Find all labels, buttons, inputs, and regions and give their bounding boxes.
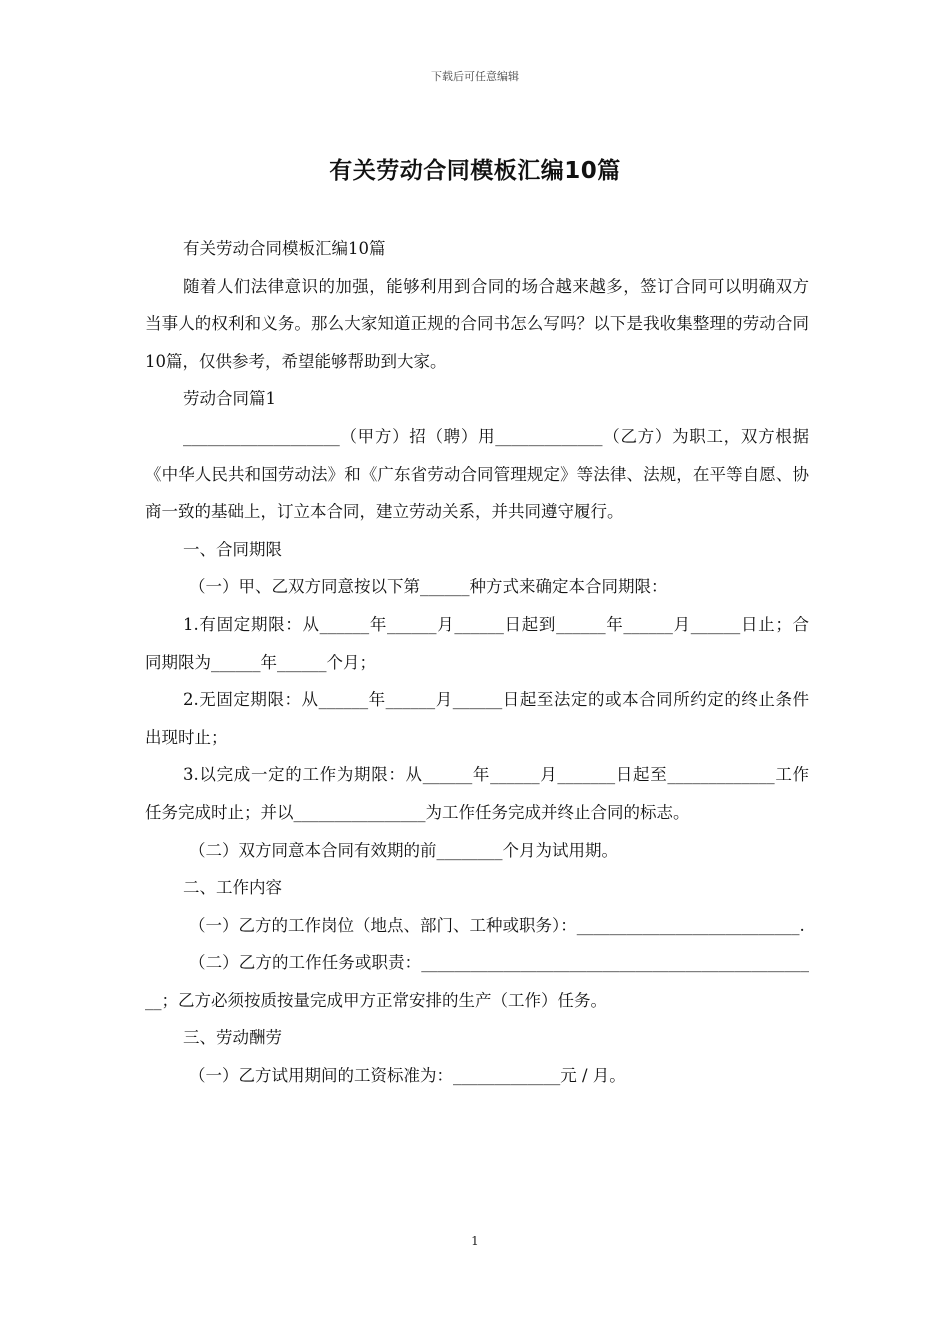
page-header: 下载后可任意编辑	[431, 70, 519, 83]
section-heading: 三、劳动酬劳	[183, 1028, 282, 1048]
page-number: 1	[471, 1234, 479, 1248]
paragraph: （一）乙方试用期间的工资标准为：_____________元 / 月。	[189, 1066, 626, 1086]
paragraph: （二）双方同意本合同有效期的前________个月为试用期。	[189, 840, 618, 860]
paragraph: 1.有固定期限：从______年______月______日起到______年______月______日止；合同期限为______年______个月；	[145, 614, 809, 672]
paragraph: （二）乙方的工作任务或职责：_________________________________________________；乙方必须按质按量完成甲方正常安排的生产（工作）任务。	[145, 953, 809, 1010]
paragraph: （一）乙方的工作岗位（地点、部门、工种或职务）：___________________________.	[189, 915, 805, 935]
document-title: 有关劳动合同模板汇编10篇	[329, 158, 621, 184]
paragraph: 劳动合同篇1	[183, 389, 276, 409]
paragraph: 随着人们法律意识的加强，能够利用到合同的场合越来越多，签订合同可以明确双方当事人的权利和义务。那么大家知道正规的合同书怎么写吗？以下是我收集整理的劳动合同10篇，仅供参考，希望能够帮助到大家。	[145, 276, 809, 371]
section-heading: 一、合同期限	[183, 539, 282, 559]
paragraph: （一）甲、乙双方同意按以下第______种方式来确定本合同期限：	[189, 577, 668, 597]
section-heading: 二、工作内容	[183, 878, 282, 898]
paragraph: 有关劳动合同模板汇编10篇	[183, 239, 386, 258]
paragraph: 2.无固定期限：从______年______月______日起至法定的或本合同所约定的终止条件出现时止；	[145, 690, 809, 747]
paragraph: 3.以完成一定的工作为期限：从______年______月_______日起至_____________工作任务完成时止；并以________________为工作任务完成并终止合同的标志。	[145, 765, 809, 822]
paragraph: ___________________（甲方）招（聘）用_____________（乙方）为职工，双方根据《中华人民共和国劳动法》和《广东省劳动合同管理规定》等法律、法规，在平等自愿、协商一致的基础上，订立本合同，建立劳动关系，并共同遵守履行。	[145, 426, 809, 522]
document-body	[145, 230, 809, 1095]
